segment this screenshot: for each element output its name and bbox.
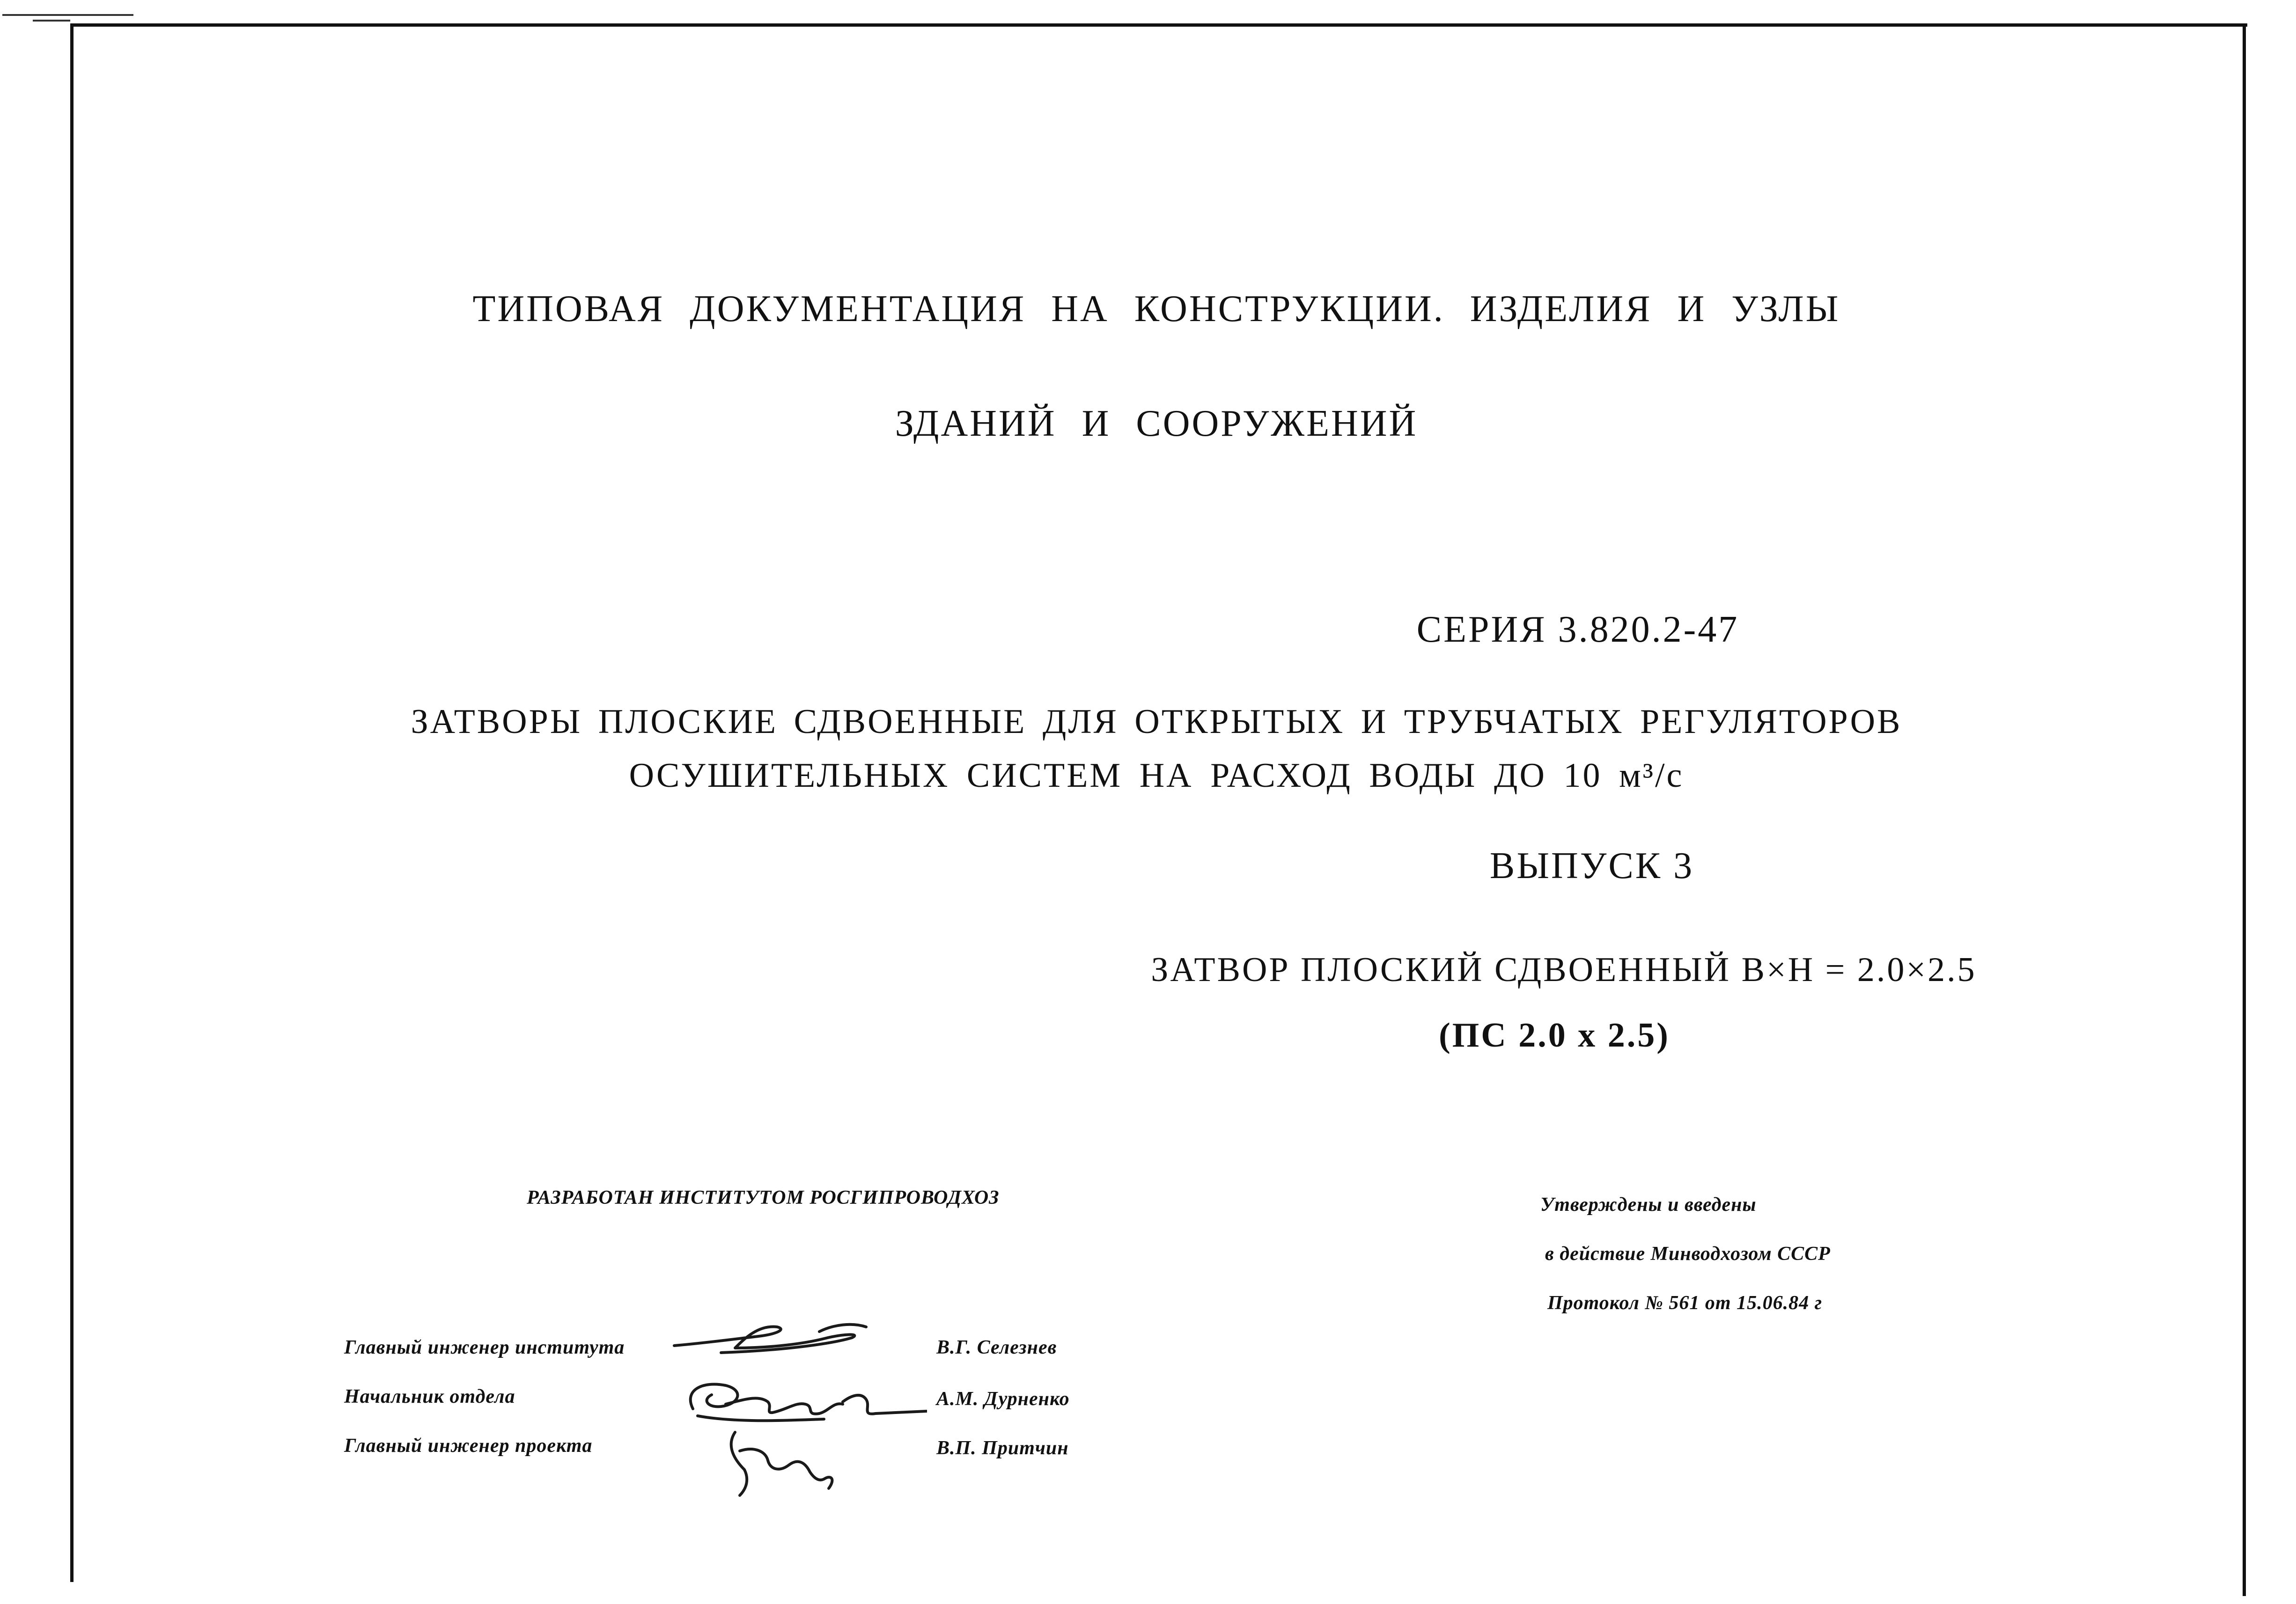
signatory-name: А.М. Дурненко bbox=[936, 1388, 1070, 1410]
corner-mark bbox=[33, 20, 70, 22]
handwritten-signatures bbox=[665, 1311, 927, 1507]
corner-mark bbox=[2, 14, 133, 16]
approval-line-2: в действие Минводхозом СССР bbox=[1545, 1243, 1831, 1265]
frame-top-border bbox=[70, 23, 2247, 27]
series-number: СЕРИЯ 3.820.2-47 bbox=[1416, 609, 1739, 650]
signatory-name: В.П. Притчин bbox=[936, 1437, 1069, 1459]
signatory-name: В.Г. Селезнев bbox=[936, 1337, 1057, 1358]
item-code: (ПС 2.0 х 2.5) bbox=[1439, 1016, 1670, 1055]
title-line-1: ТИПОВАЯ ДОКУМЕНТАЦИЯ НА КОНСТРУКЦИИ. ИЗДЕЛИЯ И УЗЛЫ bbox=[472, 288, 1840, 330]
frame-right-border bbox=[2243, 23, 2246, 1596]
developer-line: РАЗРАБОТАН ИНСТИТУТОМ РОСГИПРОВОДХОЗ bbox=[527, 1187, 1000, 1208]
signatory-role: Главный инженер проекта bbox=[344, 1435, 593, 1457]
signatory-role: Главный инженер института bbox=[344, 1337, 625, 1358]
subject-line-2: ОСУШИТЕЛЬНЫХ СИСТЕМ НА РАСХОД ВОДЫ ДО 10 м³/с bbox=[629, 756, 1684, 795]
frame-left-border bbox=[70, 23, 74, 1582]
approval-line-1: Утверждены и введены bbox=[1540, 1194, 1757, 1216]
subject-line-1: ЗАТВОРЫ ПЛОСКИЕ СДВОЕННЫЕ ДЛЯ ОТКРЫТЫХ И ТРУБЧАТЫХ РЕГУЛЯТОРОВ bbox=[411, 703, 1902, 741]
item-name: ЗАТВОР ПЛОСКИЙ СДВОЕННЫЙ В×Н = 2.0×2.5 bbox=[1151, 951, 1977, 989]
issue-number: ВЫПУСК 3 bbox=[1489, 845, 1694, 886]
signatory-role: Начальник отдела bbox=[344, 1386, 515, 1407]
approval-line-3: Протокол № 561 от 15.06.84 г bbox=[1547, 1292, 1823, 1314]
title-line-2: ЗДАНИЙ И СООРУЖЕНИЙ bbox=[895, 403, 1418, 444]
